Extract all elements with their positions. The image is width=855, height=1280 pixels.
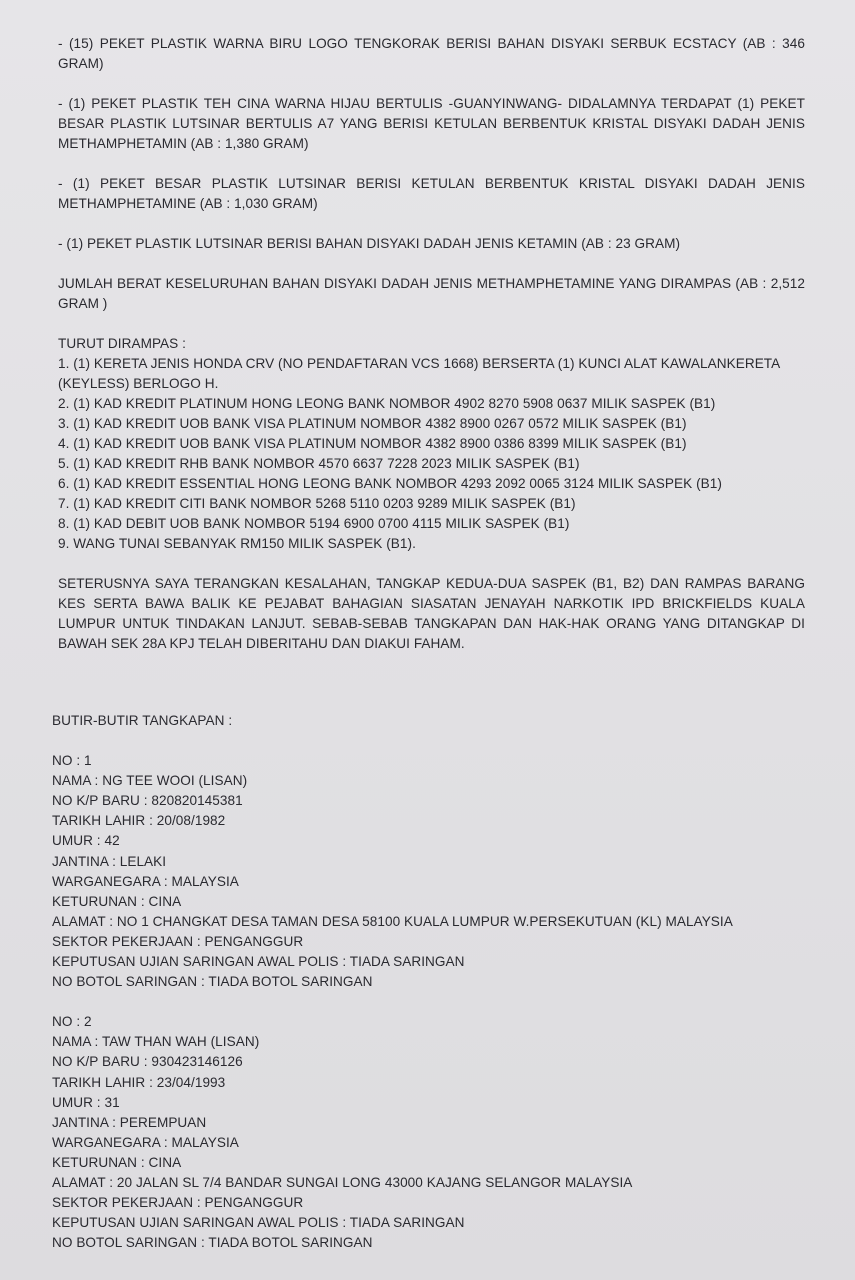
suspect-dob: TARIKH LAHIR : 20/08/1982 (52, 813, 226, 829)
suspect-address: ALAMAT : NO 1 CHANGKAT DESA TAMAN DESA 58100 KUALA LUMPUR W.PERSEKUTUAN (KL) MALAYSIA (52, 913, 733, 929)
suspect-name: NAMA : TAW THAN WAH (LISAN) (52, 1034, 260, 1050)
total-weight: JUMLAH BERAT KESELURUHAN BAHAN DISYAKI DADAH JENIS METHAMPHETAMINE YANG DIRAMPAS (AB : 2,512 GRAM ) (58, 276, 805, 311)
seized-item: 6. (1) KAD KREDIT ESSENTIAL HONG LEONG BANK NOMBOR 4293 2092 0065 3124 MILIK SASPEK (B1) (58, 476, 722, 491)
suspect-screening-bottle: NO BOTOL SARINGAN : TIADA BOTOL SARINGAN (52, 1235, 373, 1251)
evidence-item: - (1) PEKET PLASTIK TEH CINA WARNA HIJAU BERTULIS -GUANYINWANG- DIDALAMNYA TERDAPAT (1) PEKET BESAR PLASTIK LUTSINAR BERTULIS A7 YANG BERISI KETULAN BERBENTUK KRISTAL DISYAKI DADAH JENIS METHAMPHETAMIN (AB : 1,380 GRAM) (58, 96, 805, 151)
suspect-screening-result: KEPUTUSAN UJIAN SARINGAN AWAL POLIS : TIADA SARINGAN (52, 954, 465, 970)
suspect-name: NAMA : NG TEE WOOI (LISAN) (52, 773, 248, 789)
seized-item: 2. (1) KAD KREDIT PLATINUM HONG LEONG BANK NOMBOR 4902 8270 5908 0637 MILIK SASPEK (B1) (58, 396, 716, 411)
suspect-dob: TARIKH LAHIR : 23/04/1993 (52, 1074, 226, 1090)
evidence-item: - (1) PEKET BESAR PLASTIK LUTSINAR BERISI KETULAN BERBENTUK KRISTAL DISYAKI DADAH JENIS METHAMPHETAMINE (AB : 1,030 GRAM) (58, 176, 805, 211)
seized-item: 1. (1) KERETA JENIS HONDA CRV (NO PENDAFTARAN VCS 1668) BERSERTA (1) KUNCI ALAT KAWALANKERETA (KEYLESS) BERLOGO H. (58, 356, 780, 391)
suspect-age: UMUR : 42 (52, 833, 120, 849)
suspect-no: NO : 1 (52, 753, 92, 769)
suspect-age: UMUR : 31 (52, 1094, 120, 1110)
suspect-ethnicity: KETURUNAN : CINA (52, 1154, 182, 1170)
suspect-record (52, 751, 733, 992)
seized-item: 4. (1) KAD KREDIT UOB BANK VISA PLATINUM NOMBOR 4382 8900 0386 8399 MILIK SASPEK (B1) (58, 436, 687, 451)
suspect-ic: NO K/P BARU : 820820145381 (52, 793, 243, 809)
evidence-item: - (15) PEKET PLASTIK WARNA BIRU LOGO TENGKORAK BERISI BAHAN DISYAKI SERBUK ECSTACY (AB : 346 GRAM) (58, 36, 805, 71)
evidence-item: - (1) PEKET PLASTIK LUTSINAR BERISI BAHAN DISYAKI DADAH JENIS KETAMIN (AB : 23 GRAM) (58, 236, 681, 251)
suspect-screening-bottle: NO BOTOL SARINGAN : TIADA BOTOL SARINGAN (52, 974, 373, 990)
arrest-details (52, 711, 733, 1273)
suspect-gender: JANTINA : PEREMPUAN (52, 1114, 207, 1130)
arrest-heading: BUTIR-BUTIR TANGKAPAN : (52, 713, 233, 728)
closing-paragraph: SETERUSNYA SAYA TERANGKAN KESALAHAN, TANGKAP KEDUA-DUA SASPEK (B1, B2) DAN RAMPAS BARANG KES SERTA BAWA BALIK KE PEJABAT BAHAGIAN SIASATAN JENAYAH NARKOTIK IPD BRICKFIELDS KUALA LUMPUR UNTUK TINDAKAN LANJUT. SEBAB-SEBAB TANGKAPAN DAN HAK-HAK ORANG YANG DITANGKAP DI BAWAH SEK 28A KPJ TELAH DIBERITAHU DAN DIAKUI FAHAM. (58, 576, 805, 651)
seized-list (58, 354, 805, 554)
suspect-address: ALAMAT : 20 JALAN SL 7/4 BANDAR SUNGAI LONG 43000 KAJANG SELANGOR MALAYSIA (52, 1174, 633, 1190)
document-body (58, 34, 805, 668)
suspect-ethnicity: KETURUNAN : CINA (52, 893, 182, 909)
seized-item: 5. (1) KAD KREDIT RHB BANK NOMBOR 4570 6637 7228 2023 MILIK SASPEK (B1) (58, 456, 580, 471)
suspect-occupation: SEKTOR PEKERJAAN : PENGANGGUR (52, 933, 304, 949)
suspect-occupation: SEKTOR PEKERJAAN : PENGANGGUR (52, 1195, 304, 1211)
suspect-gender: JANTINA : LELAKI (52, 853, 167, 869)
suspect-ic: NO K/P BARU : 930423146126 (52, 1054, 243, 1070)
seized-item: 3. (1) KAD KREDIT UOB BANK VISA PLATINUM NOMBOR 4382 8900 0267 0572 MILIK SASPEK (B1) (58, 416, 687, 431)
seized-item: 9. WANG TUNAI SEBANYAK RM150 MILIK SASPEK (B1). (58, 536, 416, 551)
seized-item: 8. (1) KAD DEBIT UOB BANK NOMBOR 5194 6900 0700 4115 MILIK SASPEK (B1) (58, 516, 570, 531)
suspect-record (52, 1012, 733, 1253)
suspect-citizenship: WARGANEGARA : MALAYSIA (52, 1134, 239, 1150)
seized-item: 7. (1) KAD KREDIT CITI BANK NOMBOR 5268 5110 0203 9289 MILIK SASPEK (B1) (58, 496, 576, 511)
suspect-screening-result: KEPUTUSAN UJIAN SARINGAN AWAL POLIS : TIADA SARINGAN (52, 1215, 465, 1231)
suspect-no: NO : 2 (52, 1014, 92, 1030)
suspect-citizenship: WARGANEGARA : MALAYSIA (52, 873, 239, 889)
seized-title: TURUT DIRAMPAS : (58, 336, 186, 351)
